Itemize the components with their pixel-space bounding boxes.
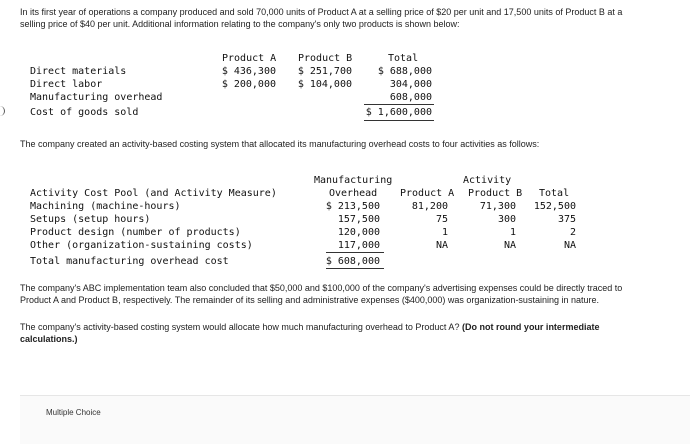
product-design-a: 1 (441, 227, 448, 238)
setups-total: 375 (557, 214, 576, 225)
pool-total-overhead: Total manufacturing overhead cost (30, 256, 229, 267)
direct-labor-b: $ 104,000 (297, 79, 352, 90)
product-design-b: 1 (509, 227, 516, 238)
header-activity-total: Total (539, 188, 570, 199)
header-activity-product-b: Product B (468, 188, 523, 199)
machining-total: 152,500 (533, 201, 576, 212)
other-a: NA (435, 240, 448, 251)
answer-area (20, 395, 690, 444)
row-label-manufacturing-overhead: Manufacturing overhead (30, 92, 163, 103)
direct-labor-a: $ 200,000 (221, 79, 276, 90)
setups-b: 300 (497, 214, 516, 225)
direct-materials-a: $ 436,300 (221, 66, 276, 77)
pool-setups: Setups (setup hours) (30, 214, 151, 225)
cost-of-goods-sold-total: $ 1,600,000 (365, 107, 432, 118)
header-activity-top: Activity (463, 175, 512, 186)
intro-line-2: selling price of $40 per unit. Additional information relating to the company's only two products is shown below: (20, 19, 460, 29)
direct-materials-total: $ 688,000 (377, 66, 432, 77)
setups-overhead: 157,500 (337, 214, 380, 225)
header-product-a: Product A (222, 53, 277, 64)
direct-labor-total: 304,000 (389, 79, 432, 90)
overhead-total-rule (326, 268, 384, 269)
other-total: NA (563, 240, 576, 251)
total-overhead-value: $ 608,000 (325, 256, 380, 267)
product-design-overhead: 120,000 (337, 227, 380, 238)
left-edge-marker (0, 106, 5, 116)
row-label-direct-labor: Direct labor (30, 79, 103, 90)
machining-overhead: $ 213,500 (325, 201, 380, 212)
abc-note (20, 282, 690, 306)
direct-materials-b: $ 251,700 (297, 66, 352, 77)
header-total: Total (388, 53, 419, 64)
question-instruction-cont: calculations.) (20, 334, 78, 344)
header-overhead-top: Manufacturing (314, 175, 393, 186)
header-activity-product-a: Product A (400, 188, 455, 199)
abc-intro: The company created an activity-based costing system that allocated its manufacturing overhead costs to four activities as follows: (20, 139, 540, 149)
problem-intro (20, 6, 690, 30)
row-label-cost-of-goods-sold: Cost of goods sold (30, 107, 139, 118)
manufacturing-overhead-total: 608,000 (389, 92, 432, 103)
pool-product-design: Product design (number of products) (30, 227, 241, 238)
overhead-subtotal-rule (326, 252, 384, 253)
intro-line-1: In its first year of operations a company produced and sold 70,000 units of Product A at a selling price of $20 per unit and 17,500 units of Product B at a (20, 7, 623, 17)
setups-a: 75 (435, 214, 448, 225)
header-pool: Activity Cost Pool (and Activity Measure) (30, 188, 277, 199)
row-label-direct-materials: Direct materials (30, 66, 127, 77)
machining-a: 81,200 (411, 201, 448, 212)
total-rule (364, 120, 434, 121)
machining-b: 71,300 (479, 201, 516, 212)
header-overhead-bottom: Overhead (329, 188, 378, 199)
question-prompt: The company's activity-based costing system would allocate how much manufacturing overhead to Product A? (20, 322, 462, 332)
multiple-choice-label: Multiple Choice (46, 408, 101, 417)
abc-note-line-1: The company's ABC implementation team also concluded that $50,000 and $100,000 of the company's advertising expenses could be directly traced to (20, 283, 623, 293)
other-b: NA (503, 240, 516, 251)
abc-note-line-2: Product A and Product B, respectively. The remainder of its selling and administrative expenses ($400,000) was organization-sustaining in nature. (20, 295, 599, 305)
question-text (20, 321, 690, 345)
subtotal-rule (364, 104, 434, 105)
header-product-b: Product B (298, 53, 353, 64)
other-overhead: 117,000 (337, 240, 380, 251)
question-instruction: (Do not round your intermediate (461, 322, 600, 332)
pool-machining: Machining (machine-hours) (30, 201, 181, 212)
pool-other: Other (organization-sustaining costs) (30, 240, 253, 251)
product-design-total: 2 (569, 227, 576, 238)
